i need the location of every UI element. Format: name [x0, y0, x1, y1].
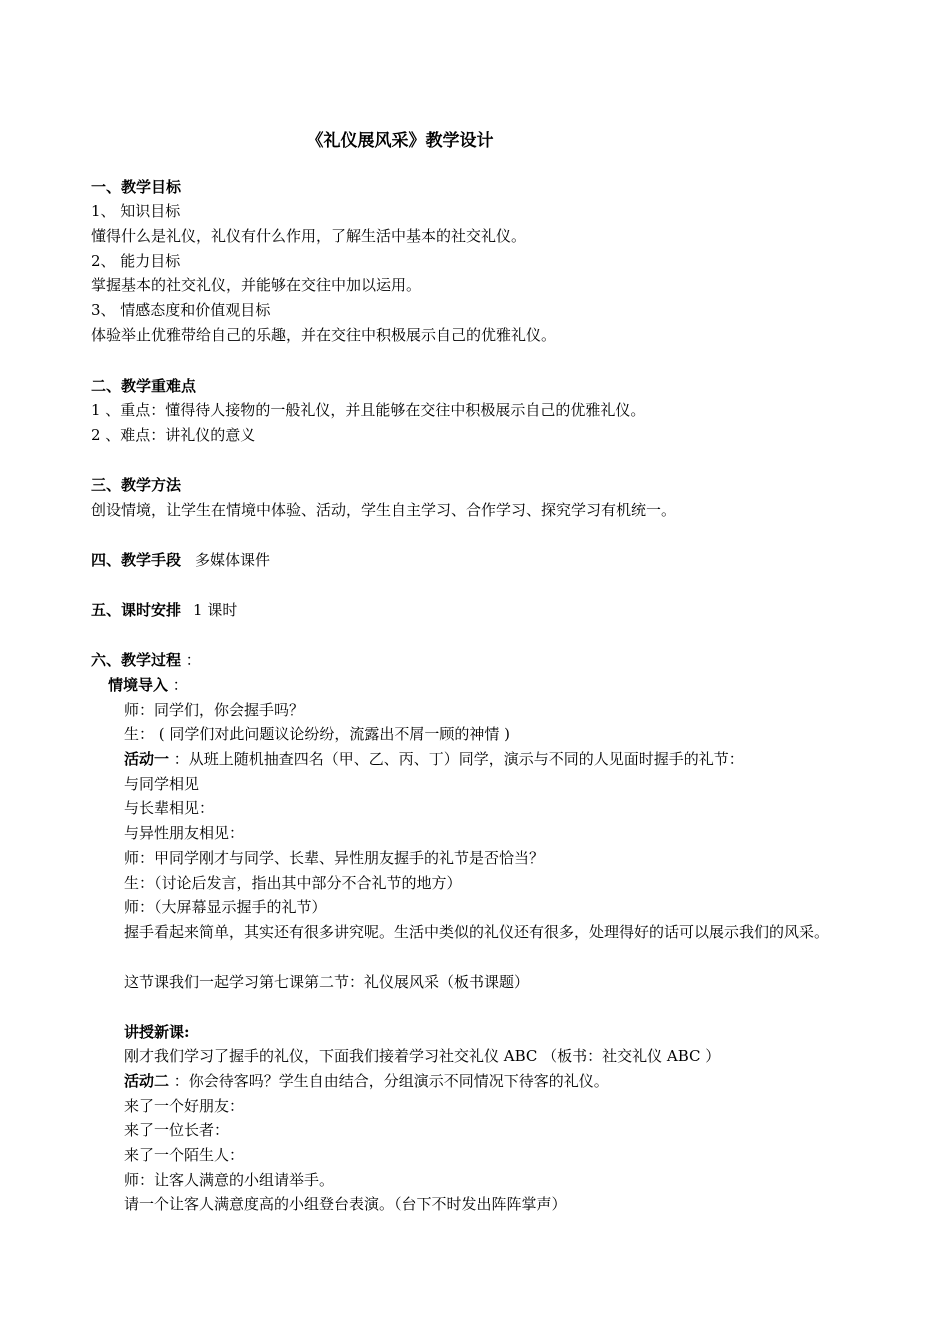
- dialogue-line: 与长辈相见：: [124, 799, 215, 817]
- activity-two-text: ：你会待客吗？学生自由结合，分组演示不同情况下待客的礼仪。: [169, 1072, 609, 1090]
- new-lesson-heading: 讲授新课:: [124, 1023, 190, 1041]
- activity-one-line: [124, 749, 744, 769]
- schedule-text: 1 课时: [193, 601, 238, 619]
- dialogue-line: 生： ( 同学们对此问题议论纷纷，流露出不屑一顾的神情 ): [124, 725, 511, 743]
- dialogue-line: 师：同学们，你会握手吗？: [124, 701, 305, 719]
- section-heading-key-points: 二、教学重难点: [91, 377, 197, 395]
- section-heading-methods: 三、教学方法: [91, 476, 182, 494]
- section-heading-schedule: 五、课时安排: [91, 601, 182, 619]
- document-title: 《礼仪展风采》教学设计: [306, 131, 494, 151]
- handshake-paragraph: 握手看起来简单，其实还有很多讲究呢。生活中类似的礼仪还有很多，处理得好的话可以展示我们的风采。: [124, 923, 830, 941]
- objective-3-text: 体验举止优雅带给自己的乐趣，并在交往中积极展示自己的优雅礼仪。: [91, 326, 557, 344]
- objective-2-heading: 2、 能力目标: [91, 252, 181, 270]
- dialogue-line: 来了一个陌生人：: [124, 1146, 245, 1164]
- section-heading-process: 六、教学过程: [91, 651, 182, 669]
- activity-one-label: 活动一: [124, 750, 170, 768]
- dialogue-line: 师：甲同学刚才与同学、长辈、异性朋友握手的礼节是否恰当？: [124, 849, 545, 867]
- section-process: [91, 650, 201, 670]
- means-text: 多媒体课件: [195, 551, 271, 569]
- dialogue-line: 师：（大屏幕显示握手的礼节）: [124, 898, 327, 916]
- section-means: [91, 550, 270, 570]
- dialogue-line: 生：（讨论后发言，指出其中部分不合礼节的地方）: [124, 874, 462, 892]
- section-heading-objectives: 一、教学目标: [91, 178, 182, 196]
- lesson-line: 这节课我们一起学习第七课第二节：礼仪展风采（板书课题）: [124, 973, 530, 991]
- intro-heading: 情境导入: [108, 676, 169, 694]
- dialogue-line: 来了一个好朋友：: [124, 1097, 245, 1115]
- objective-3-heading: 3、 情感态度和价值观目标: [91, 301, 271, 319]
- activity-two-line: [124, 1071, 609, 1091]
- dialogue-line: 与异性朋友相见：: [124, 824, 245, 842]
- objective-1-heading: 1、 知识目标: [91, 202, 181, 220]
- key-point: 1 、重点：懂得待人接物的一般礼仪，并且能够在交往中积极展示自己的优雅礼仪。: [91, 401, 646, 419]
- objective-1-text: 懂得什么是礼仪，礼仪有什么作用，了解生活中基本的社交礼仪。: [91, 227, 527, 245]
- activity-one-text: ：从班上随机抽查四名（甲、乙、丙、丁）同学，演示与不同的人见面时握手的礼节：: [169, 750, 744, 768]
- methods-text: 创设情境，让学生在情境中体验、活动，学生自主学习、合作学习、探究学习有机统一。: [91, 501, 677, 519]
- section-heading-means: 四、教学手段: [91, 551, 182, 569]
- dialogue-line: 与同学相见: [124, 775, 200, 793]
- dialogue-line: 师：让客人满意的小组请举手。: [124, 1171, 335, 1189]
- objective-2-text: 掌握基本的社交礼仪，并能够在交往中加以运用。: [91, 276, 422, 294]
- dialogue-line: 来了一位长者：: [124, 1121, 230, 1139]
- difficult-point: 2 、难点：讲礼仪的意义: [91, 426, 256, 444]
- dialogue-line: 请一个让客人满意度高的小组登台表演。（台下不时发出阵阵掌声）: [124, 1195, 567, 1213]
- new-lesson-line: 刚才我们学习了握手的礼仪，下面我们接着学习社交礼仪 ABC （板书：社交礼仪 ABC ）: [124, 1047, 721, 1065]
- process-heading-suffix: ：: [181, 651, 201, 669]
- section-schedule: [91, 600, 237, 620]
- activity-two-label: 活动二: [124, 1072, 170, 1090]
- intro-heading-suffix: ：: [168, 676, 188, 694]
- intro-heading-line: [108, 675, 188, 695]
